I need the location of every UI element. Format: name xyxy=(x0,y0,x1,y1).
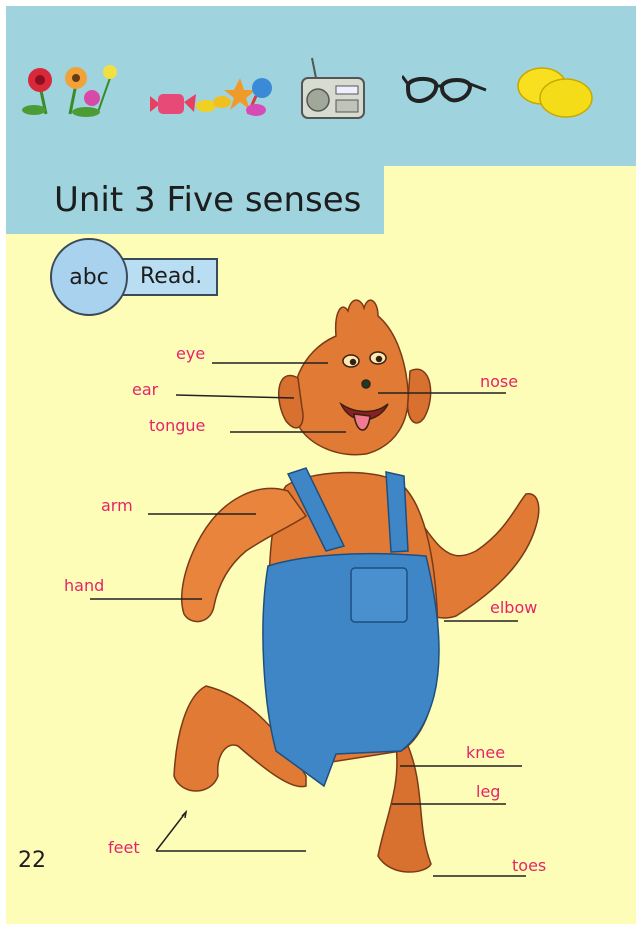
label-ear: ear xyxy=(132,380,159,399)
textbook-page xyxy=(6,6,636,924)
page-number: 22 xyxy=(18,848,46,873)
label-knee: knee xyxy=(466,743,506,762)
label-toes: toes xyxy=(512,856,547,875)
label-feet: feet xyxy=(108,838,140,857)
label-arm: arm xyxy=(101,496,133,515)
abc-badge xyxy=(50,238,128,316)
label-tongue: tongue xyxy=(149,416,206,435)
instruction-text: Read. xyxy=(140,264,203,289)
label-hand: hand xyxy=(64,576,105,595)
abc-badge-label: abc xyxy=(69,264,109,290)
page-title: Unit 3 Five senses xyxy=(54,180,362,220)
label-eye: eye xyxy=(176,344,206,363)
label-nose: nose xyxy=(480,372,519,391)
bear-illustration xyxy=(6,6,636,924)
label-leg: leg xyxy=(476,782,501,801)
label-elbow: elbow xyxy=(490,598,538,617)
